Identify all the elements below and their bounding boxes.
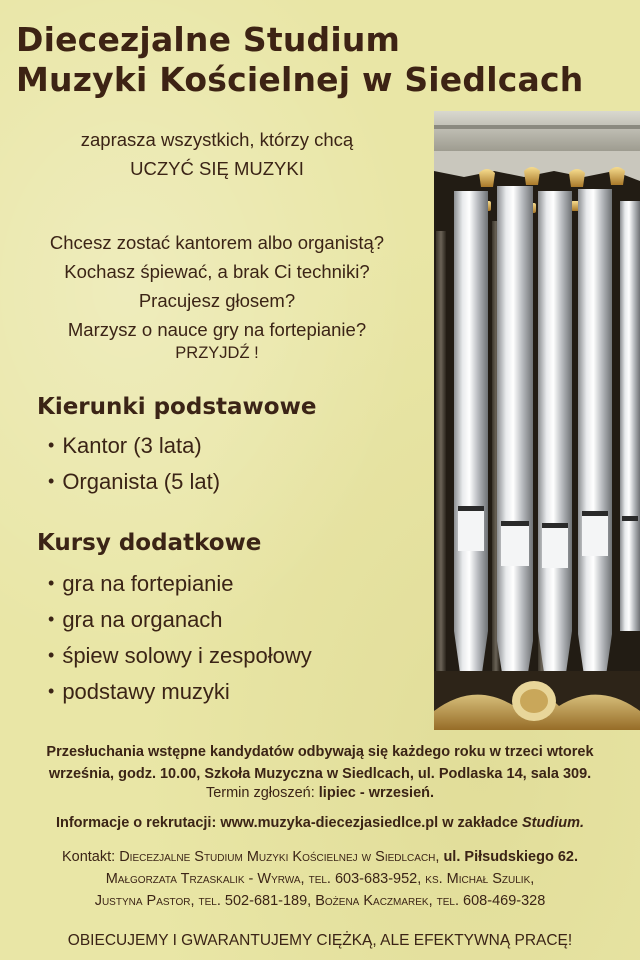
question-2: Kochasz śpiewać, a brak Ci techniki? <box>64 261 370 282</box>
slogan: OBIECUJEMY I GWARANTUJEMY CIĘŻKĄ, ALE EFEKTYWNĄ PRACĘ! <box>67 932 573 949</box>
extra-courses-heading: Kursy dodatkowe <box>37 530 262 556</box>
auditions-line-1: Przesłuchania wstępne kandydatów odbywają się każdego roku w trzeci wtorek <box>46 744 594 760</box>
call-to-action: PRZYJDŹ ! <box>175 344 259 362</box>
contact-info <box>0 846 640 912</box>
contact-line-2: Małgorzata Trzaskalik - Wyrwa, tel. 603-683-952, ks. Michał Szulik, <box>105 871 535 887</box>
organ-pipes-image <box>434 111 640 730</box>
list-item: • śpiew solowy i zespołowy <box>48 638 312 674</box>
question-1: Chcesz zostać kantorem albo organistą? <box>49 232 385 253</box>
deadline-line <box>0 785 640 801</box>
recruitment-info-line <box>0 815 640 831</box>
question-3: Pracujesz głosem? <box>138 290 296 311</box>
list-item: • Organista (5 lat) <box>48 464 220 500</box>
contact-line-1 <box>0 846 640 868</box>
recruitment-url[interactable]: www.muzyka-diecezjasiedlce.pl <box>220 815 439 831</box>
deadline-label: Termin zgłoszeń: <box>205 785 315 801</box>
basic-courses-heading: Kierunki podstawowe <box>37 394 317 420</box>
auditions-line-2: września, godz. 10.00, Szkoła Muzyczna w Siedlcach, ul. Podlaska 14, sala 309. <box>48 766 592 782</box>
poster-title <box>16 20 583 100</box>
extra-courses-list <box>48 566 312 710</box>
contact-label: Kontakt: <box>61 849 116 865</box>
title-line-2: Muzyki Kościelnej w Siedlcach <box>16 60 584 99</box>
recruitment-prefix: Informacje o rekrutacji: <box>55 815 217 831</box>
auditions-info <box>0 741 640 785</box>
list-item: • gra na organach <box>48 602 312 638</box>
list-item: • Kantor (3 lata) <box>48 428 220 464</box>
recruitment-tab: Studium. <box>522 815 585 831</box>
intro-line-1: zaprasza wszystkich, którzy chcą <box>80 129 354 150</box>
list-item: • podstawy muzyki <box>48 674 312 710</box>
contact-institution: Diecezjalne Studium Muzyki Kościelnej w Siedlcach, <box>119 849 440 865</box>
deadline-value: lipiec - wrzesień. <box>318 785 435 801</box>
questions-block <box>0 228 434 344</box>
basic-courses-list <box>48 428 220 500</box>
contact-line-3: Justyna Pastor, tel. 502-681-189, Bożena Kaczmarek, tel. 608-469-328 <box>94 893 546 909</box>
question-4: Marzysz o nauce gry na fortepianie? <box>67 319 367 340</box>
recruitment-middle: w zakładce <box>442 815 518 831</box>
title-line-1: Diecezjalne Studium <box>16 20 401 59</box>
contact-address: ul. Piłsudskiego 62. <box>443 849 579 865</box>
list-item: • gra na fortepianie <box>48 566 312 602</box>
intro-line-2: UCZYĆ SIĘ MUZYKI <box>130 158 304 179</box>
